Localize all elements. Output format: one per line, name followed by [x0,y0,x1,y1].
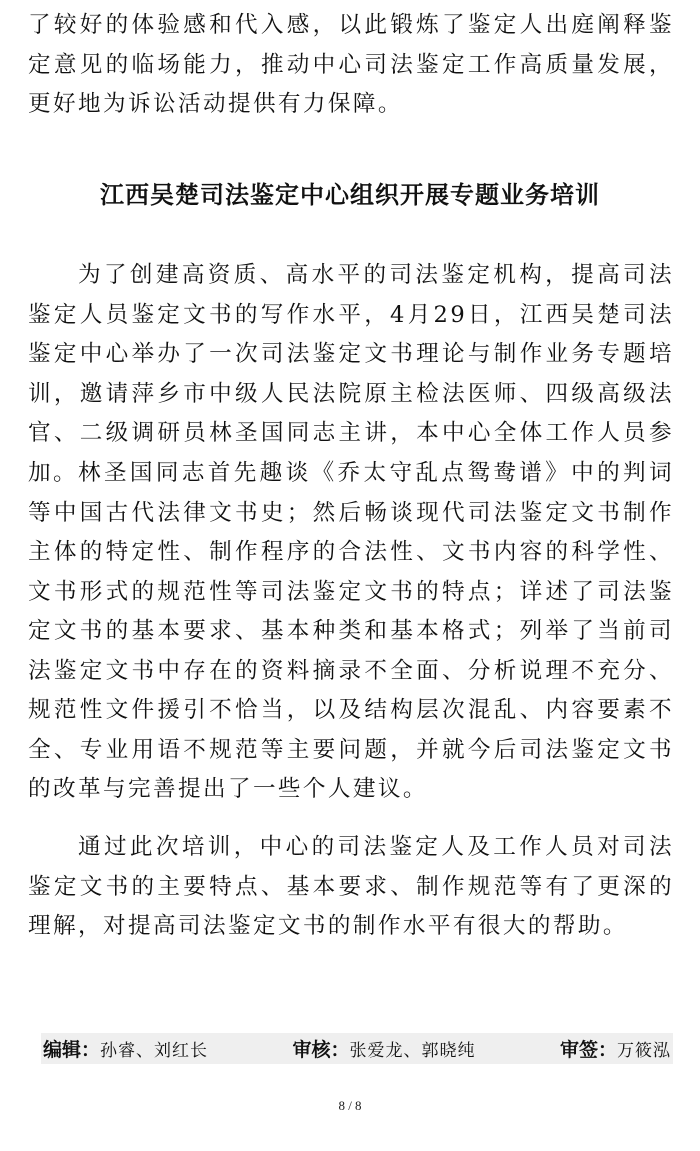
editor-label: 编辑： [43,1039,101,1061]
article-paragraph-2: 林圣国同志首先趣谈《乔太守乱点鸳鸯谱》中的判词等中国古代法律文书史；然后畅谈现代司法鉴定文书制作主体的特定性、制作程序的合法性、文书内容的科学性、文书形式的规范性等司法鉴定文书的特点；详述了司法鉴定文书的基本要求、基本种类和基本格式；列举了当前司法鉴定文书中存在的资料摘录不全面、分析说理不充分、规范性文件援引不恰当，以及结构层次混乱、内容要素不全、专业用语不规范等主要问题，并就今后司法鉴定文书的改革与完善提出了一些个人建议。 [28,460,674,802]
editor-credit [43,1035,208,1062]
page-indicator: 8 / 8 [338,1098,362,1113]
approver-label: 审签： [559,1039,617,1061]
editor-names: 孙睿、刘红长 [100,1041,209,1061]
article-paragraph-3: 通过此次培训，中心的司法鉴定人及工作人员对司法鉴定文书的主要特点、基本要求、制作规范等有了更深的理解，对提高司法鉴定文书的制作水平有很大的帮助。 [28,834,674,939]
credits-footer [41,1033,673,1064]
article-title: 江西吴楚司法鉴定中心组织开展专题业务培训 [100,181,600,209]
reviewer-names: 张爱龙、郭晓纯 [349,1041,476,1061]
approver-names: 万筱泓 [616,1041,671,1061]
article-paragraph-1: 为了创建高资质、高水平的司法鉴定机构，提高司法鉴定人员鉴定文书的写作水平，4月29日，江西吴楚司法鉴定中心举办了一次司法鉴定文书理论与制作业务专题培训，邀请萍乡市中级人民法院原主检法医师、四级高级法官、二级调研员林圣国同志主讲，本中心全体工作人员参加。 [28,262,674,486]
reviewer-credit [292,1035,475,1062]
approver-credit [560,1035,671,1062]
reviewer-label: 审核： [292,1039,350,1061]
continued-paragraph: 了较好的体验感和代入感，以此锻炼了鉴定人出庭阐释鉴定意见的临场能力，推动中心司法鉴定工作高质量发展，更好地为诉讼活动提供有力保障。 [28,12,674,117]
